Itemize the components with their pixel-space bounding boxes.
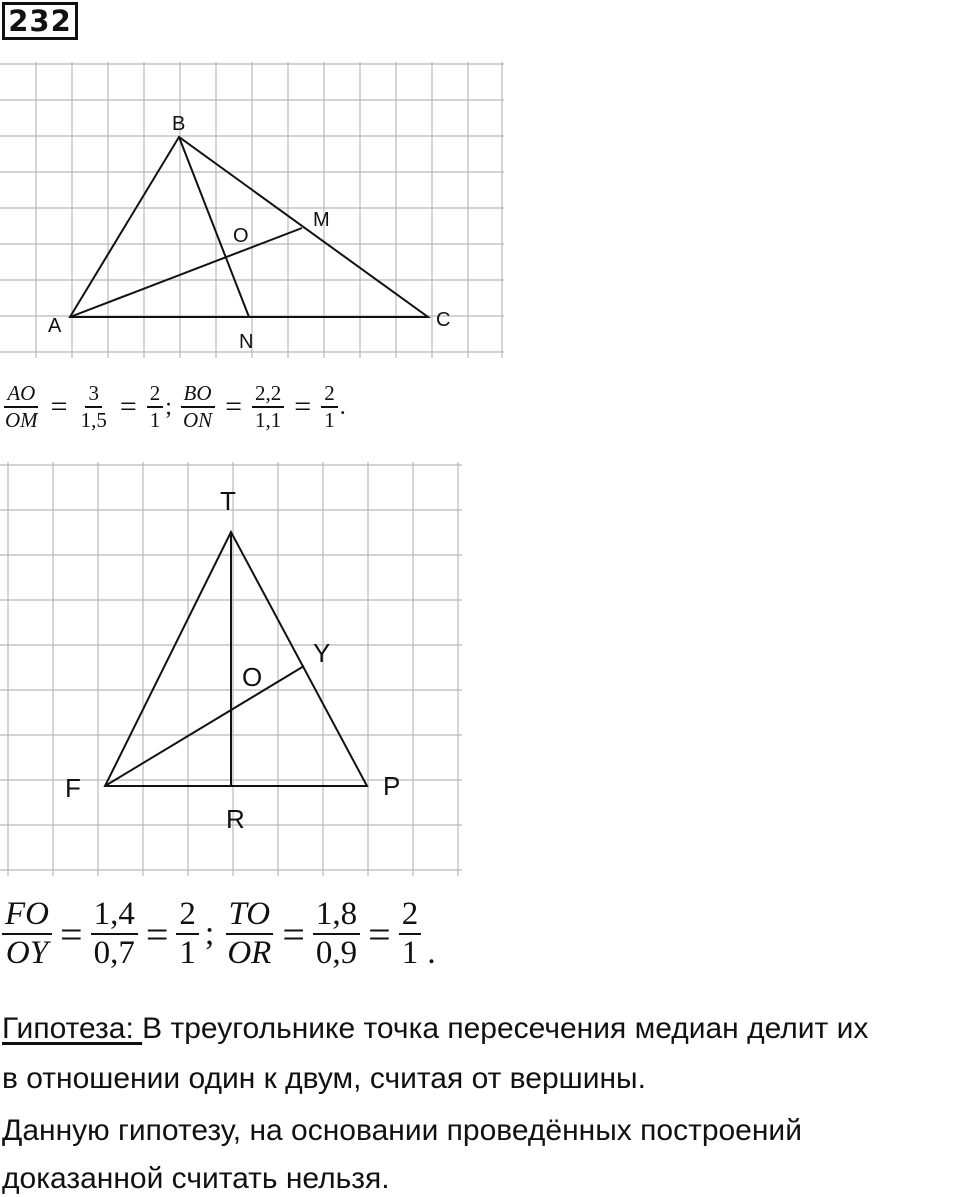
fraction-to-or: $\frac{TO}{OR}$ <box>227 896 272 971</box>
point-label-n: N <box>239 331 254 353</box>
fraction-2-1: $\frac{2}{1}$ <box>176 896 199 972</box>
triangle-abc <box>70 137 428 317</box>
point-label-r: R <box>226 804 245 834</box>
fraction-2-1: $\frac{2}{1}$ <box>399 896 422 972</box>
hypothesis-line-1 <box>2 1011 868 1047</box>
median-am <box>70 228 302 317</box>
vertex-label-p: P <box>383 771 401 801</box>
fraction-2-1: $\frac{2}{1}$ <box>147 381 164 433</box>
conclusion-line-2: доказанной считать нельзя. <box>2 1162 390 1195</box>
conclusion-line-1: Данную гипотезу, на основании проведённых построений <box>2 1114 802 1147</box>
point-label-o: O <box>242 662 263 692</box>
formula-ratios-1 <box>2 381 354 433</box>
point-label-o: O <box>233 225 249 247</box>
formula-ratios-2 <box>2 896 446 972</box>
equals-sign: = <box>368 911 391 957</box>
vertex-label-f: F <box>65 773 81 803</box>
equals-sign: = <box>225 390 243 423</box>
fraction-ao-om: $\frac{AO}{OM}$ <box>5 381 38 432</box>
hypothesis-label: Гипотеза: <box>2 1012 143 1045</box>
vertex-label-t: T <box>220 486 236 516</box>
vertex-label-c: C <box>436 309 451 331</box>
hypothesis-line-2: в отношении один к двум, считая от вершины. <box>2 1062 646 1095</box>
fraction-3-1-5: $\frac{3}{1,5}$ <box>80 381 107 432</box>
fraction-2-1: $\frac{2}{1}$ <box>321 381 338 433</box>
hypothesis-text: В треугольнике точка пересечения медиан делит их <box>142 1012 869 1045</box>
equals-sign: = <box>50 390 68 423</box>
fraction-2-2-1-1: $\frac{2,2}{1,1}$ <box>252 381 284 433</box>
fraction-1-8-0-9: $\frac{1,8}{0,9}$ <box>313 896 360 972</box>
equals-sign: = <box>119 390 137 423</box>
point-label-y: Y <box>313 638 331 668</box>
grid-lines <box>0 62 504 358</box>
equals-sign: = <box>282 911 305 957</box>
vertex-label-a: A <box>48 315 62 337</box>
fraction-bo-on: $\frac{BO}{ON}$ <box>180 381 215 433</box>
fraction-1-4-0-7: $\frac{1,4}{0,7}$ <box>91 896 138 972</box>
semicolon: ; <box>165 394 172 420</box>
period: . <box>427 934 436 971</box>
point-label-m: M <box>313 209 330 231</box>
equals-sign: = <box>145 911 169 957</box>
vertex-label-b: B <box>172 113 186 135</box>
figure-triangle-abc <box>0 62 506 360</box>
equals-sign: = <box>60 911 83 957</box>
semicolon: ; <box>204 915 215 952</box>
fraction-fo-oy: $\frac{FO}{OY}$ <box>2 896 52 972</box>
equals-sign: = <box>294 390 312 423</box>
figure-triangle-ftp <box>0 462 466 878</box>
period: . <box>339 394 346 420</box>
problem-number: 232 <box>2 2 78 40</box>
